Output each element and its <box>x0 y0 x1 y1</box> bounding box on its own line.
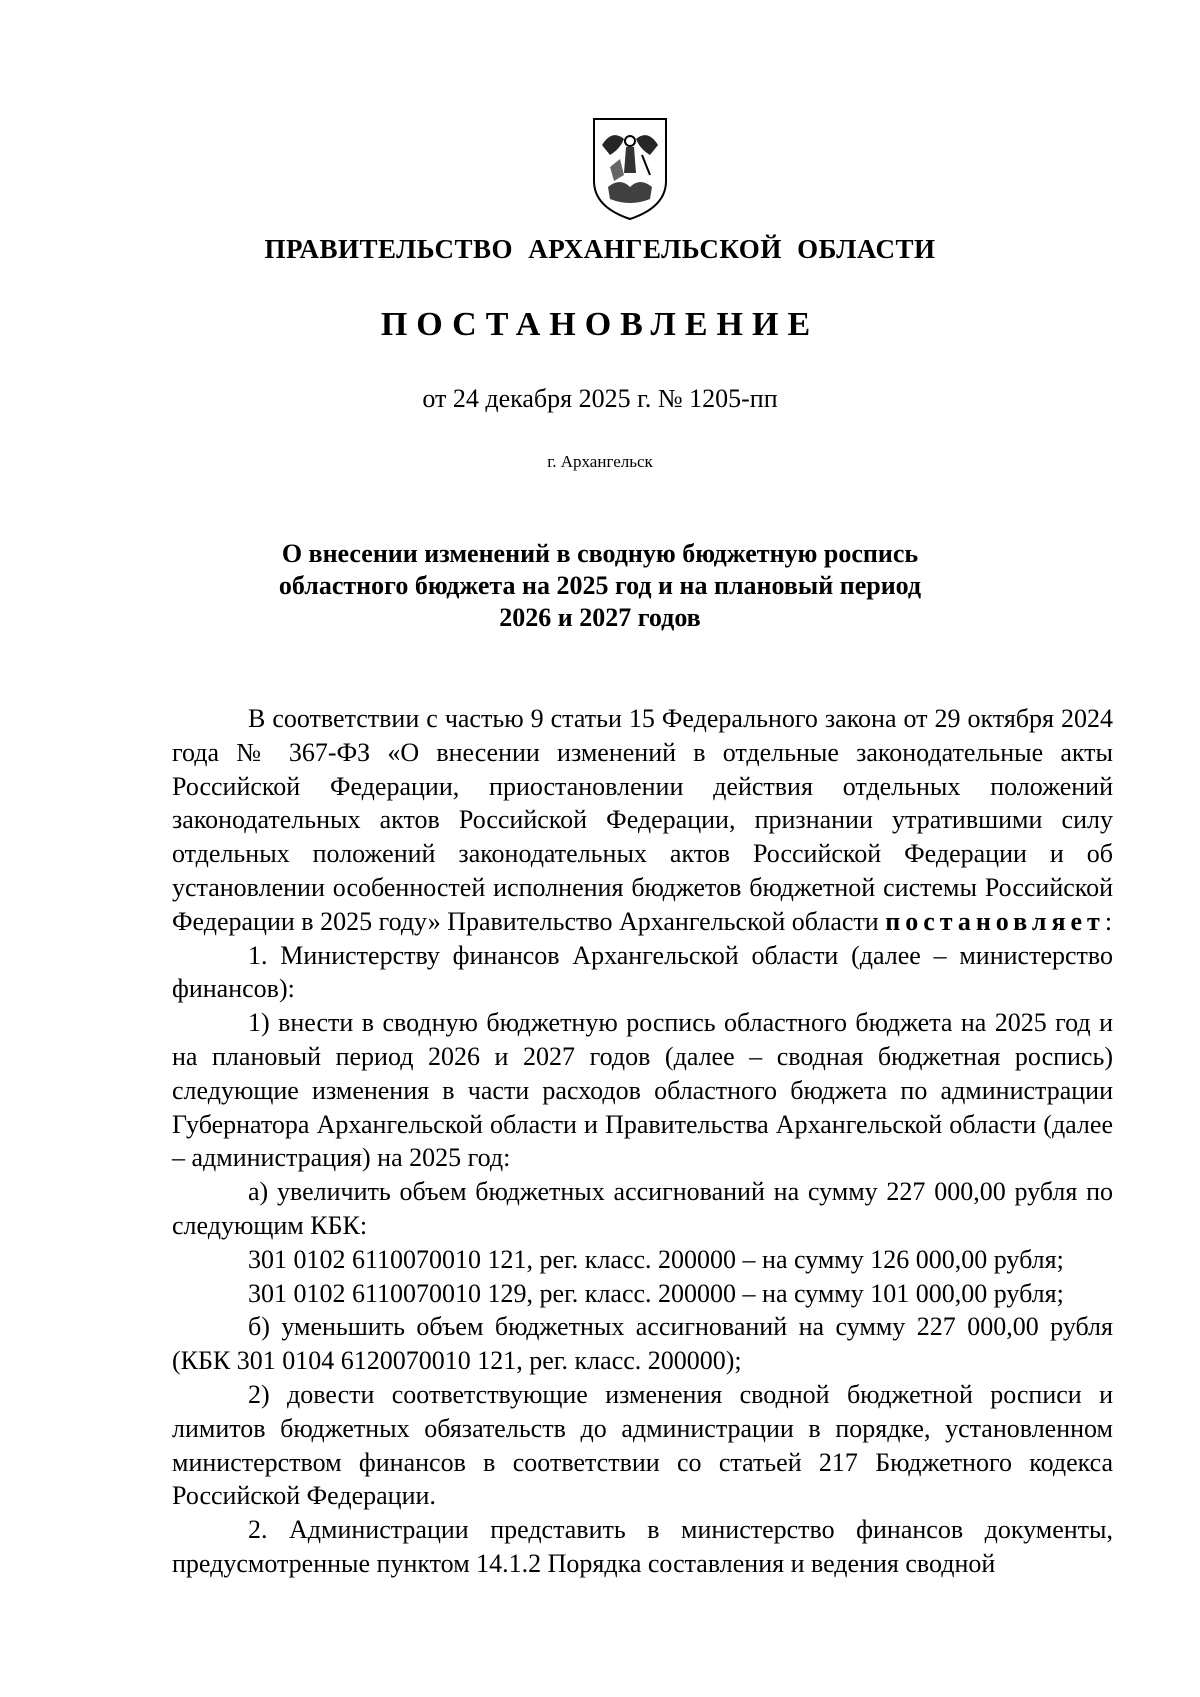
paragraph-1-1-b: б) уменьшить объем бюджетных ассигнований на сумму 227 000,00 рубля (КБК 301 0104 6120070010 121, рег. класс. 200000); <box>172 1312 1113 1376</box>
government-title: ПРАВИТЕЛЬСТВО АРХАНГЕЛЬСКОЙ ОБЛАСТИ <box>264 234 936 264</box>
document-subject <box>200 538 1000 634</box>
preamble-text: В соответствии с частью 9 статьи 15 Федерального закона от 29 октября 2024 года № 367-ФЗ «О внесении изменений в отдельные законодательные акты Российской Федерации, приостановлении действия отдельных положений законодательных актов Российской Федерации, признании утратившими силу отдельных положений законодательных актов Российской Федерации и об установлении особенностей исполнения бюджетов бюджетной системы Российской Федерации в 2025 году» Правительство Архангельской области <box>172 704 1113 936</box>
decree-colon: : <box>1104 906 1113 936</box>
document-date-number: от 24 декабря 2025 г. № 1205-пп <box>422 384 778 413</box>
document-city: г. Архангельск <box>547 452 653 471</box>
paragraph-1-2: 2) довести соответствующие изменения сводной бюджетной росписи и лимитов бюджетных обязательств до администрации в порядке, установленном министерством финансов в соответствии со статьей 217 Бюджетного кодекса Российской Федерации. <box>172 1379 1113 1511</box>
preamble-paragraph <box>172 702 1113 939</box>
decree-word: постановляет <box>885 906 1105 936</box>
document-type-title: ПОСТАНОВЛЕНИЕ <box>380 306 820 343</box>
kbk-line-2: 301 0102 6110070010 129, рег. класс. 200000 – на сумму 101 000,00 рубля; <box>248 1278 1064 1308</box>
paragraph-1-1-a: а) увеличить объем бюджетных ассигнований на сумму 227 000,00 рубля по следующим КБК: <box>172 1177 1113 1240</box>
paragraph-1-1: 1) внести в сводную бюджетную роспись областного бюджета на 2025 год и на плановый период 2026 и 2027 годов (далее – сводная бюджетная роспись) следующие изменения в части расходов областного бюджета по администрации Губернатора Архангельской области и Правительства Архангельской области (далее – администрация) на 2025 год: <box>172 1008 1113 1173</box>
coat-of-arms-icon <box>590 115 670 223</box>
subject-line: 2026 и 2027 годов <box>499 603 701 632</box>
document-body <box>172 702 1113 1581</box>
subject-line: О внесении изменений в сводную бюджетную роспись <box>281 539 919 568</box>
kbk-line-1: 301 0102 6110070010 121, рег. класс. 200000 – на сумму 126 000,00 рубля; <box>248 1244 1064 1274</box>
subject-line: областного бюджета на 2025 год и на плановый период <box>278 571 922 600</box>
paragraph-1: 1. Министерству финансов Архангельской области (далее – министерство финансов): <box>172 940 1113 1004</box>
paragraph-2: 2. Администрации представить в министерство финансов документы, предусмотренные пунктом 14.1.2 Порядка составления и ведения сводной <box>172 1515 1113 1578</box>
